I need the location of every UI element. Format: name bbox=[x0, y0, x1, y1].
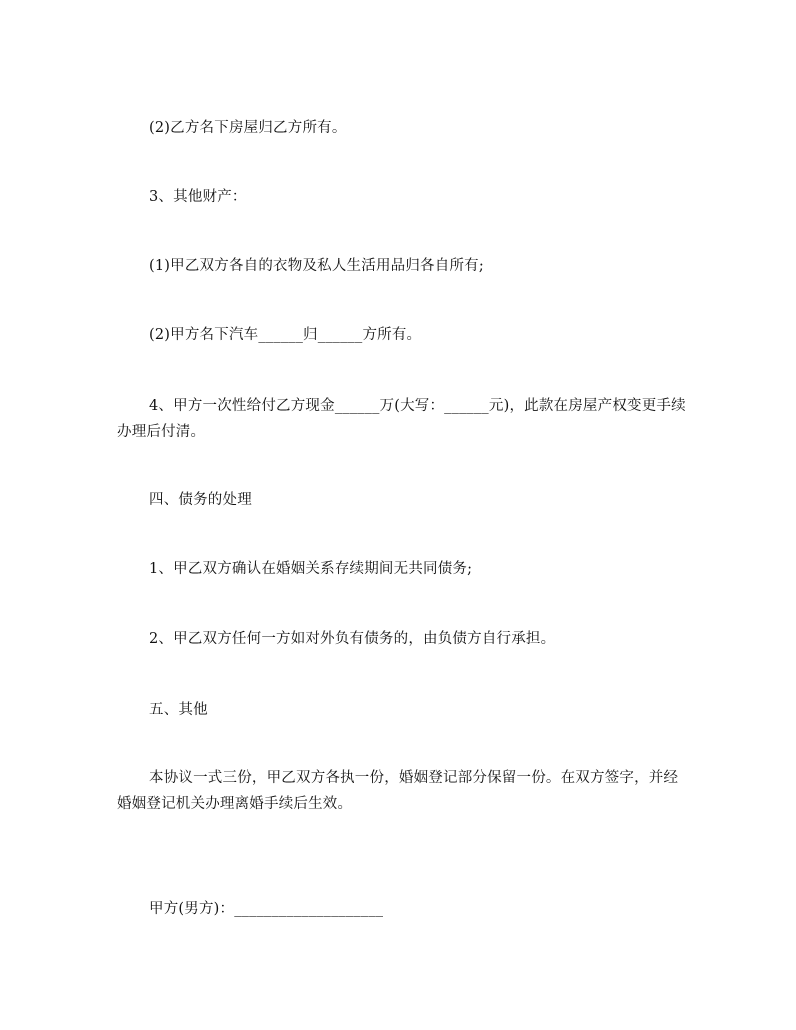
paragraph-individual-debt: 2、甲乙双方任何一方如对外负有债务的，由负债方自行承担。 bbox=[149, 631, 556, 647]
paragraph-agreement-copies: 本协议一式三份，甲乙双方各执一份，婚姻登记部分保留一份。在双方签字，并经婚姻登记机关办理离婚手续后生效。 bbox=[117, 770, 679, 812]
heading-debt-handling: 四、债务的处理 bbox=[149, 492, 252, 508]
heading-other: 五、其他 bbox=[149, 702, 208, 718]
paragraph-cash-payment: 4、甲方一次性给付乙方现金______万(大写：______元)，此款在房屋产权变更手续办理后付清。 bbox=[117, 398, 686, 440]
paragraph-no-joint-debt: 1、甲乙双方确认在婚姻关系存续期间无共同债务; bbox=[149, 561, 473, 577]
heading-other-property: 3、其他财产： bbox=[149, 189, 247, 205]
paragraph-personal-items: (1)甲乙双方各自的衣物及私人生活用品归各自所有; bbox=[149, 258, 484, 274]
paragraph-house-ownership: (2)乙方名下房屋归乙方所有。 bbox=[149, 120, 347, 136]
signature-party-a: 甲方(男方)：____________________ bbox=[149, 901, 384, 917]
paragraph-car-ownership: (2)甲方名下汽车______归______方所有。 bbox=[149, 327, 422, 343]
